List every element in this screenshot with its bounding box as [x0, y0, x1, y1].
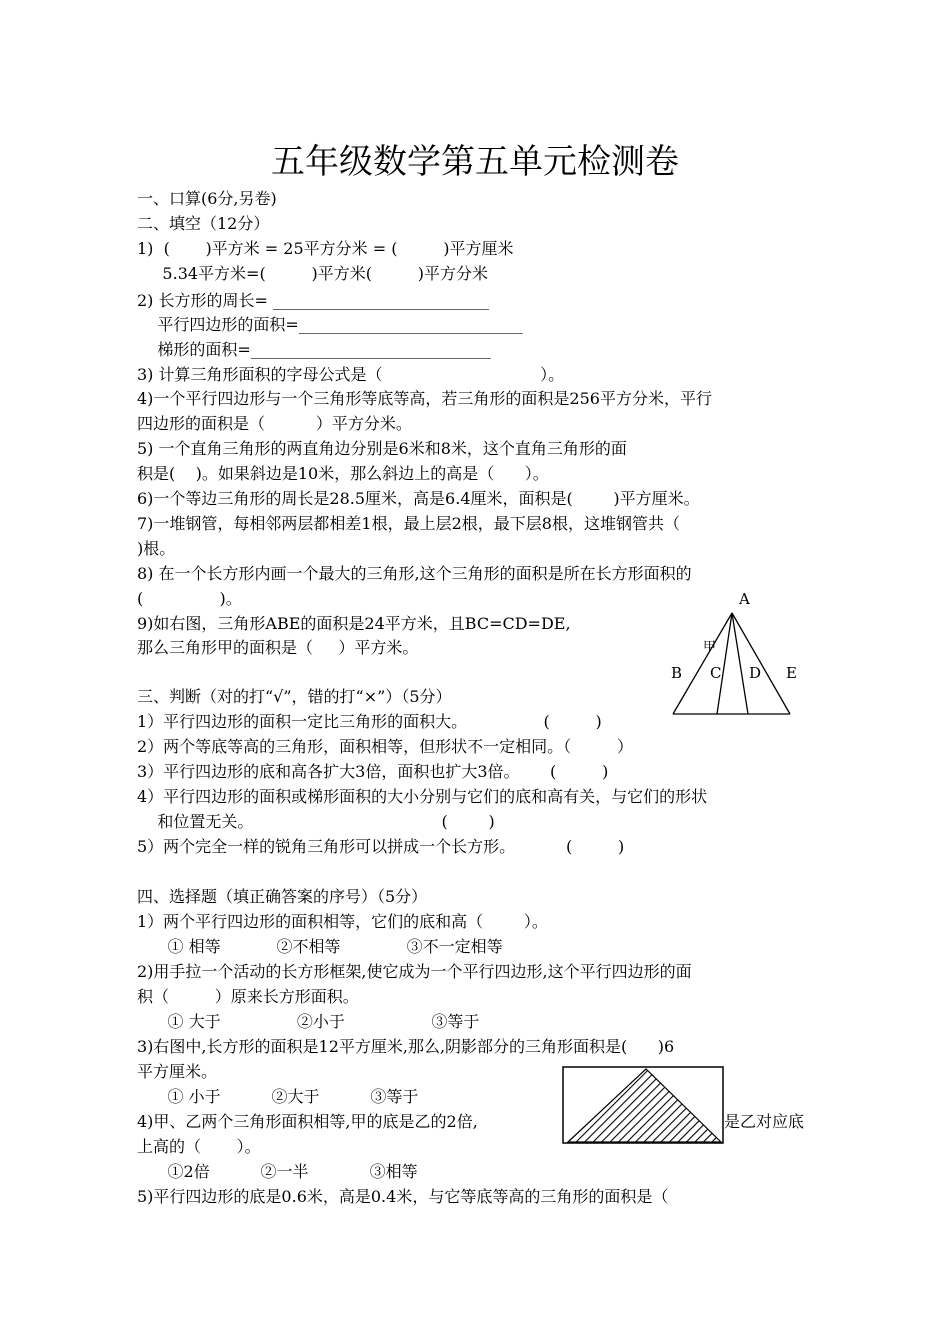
question-2-9b: 那么三角形甲的面积是（ ）平方米。	[137, 638, 419, 657]
page-title: 五年级数学第五单元检测卷	[271, 142, 679, 182]
question-4-5: 5)平行四边形的底是0.6米，高是0.4米，与它等底等高的三角形的面积是（	[137, 1187, 669, 1206]
question-3-3: 3）平行四边形的底和高各扩大3倍，面积也扩大3倍。 ( )	[137, 762, 609, 781]
question-4-3: 3)右图中,长方形的面积是12平方厘米,那么,阴影部分的三角形面积是( )6	[137, 1037, 675, 1056]
section-1-heading: 一、口算(6分,另卷)	[137, 189, 277, 208]
question-2-1b: 5.34平方米=( )平方米( )平方分米	[137, 264, 488, 283]
question-4-1-options: ① 相等 ②不相等 ③不一定相等	[137, 937, 503, 956]
question-4-4-options: ①2倍 ②一半 ③相等	[137, 1162, 418, 1181]
question-3-5: 5）两个完全一样的锐角三角形可以拼成一个长方形。 ( )	[137, 837, 625, 856]
section-4-heading: 四、选择题（填正确答案的序号）（5分）	[137, 887, 428, 906]
question-4-3-options: ① 小于 ②大于 ③等于	[137, 1087, 419, 1106]
question-4-3b: 平方厘米。	[137, 1062, 218, 1081]
question-3-4: 4）平行四边形的面积或梯形面积的大小分别与它们的底和高有关，与它们的形状	[137, 787, 708, 806]
question-4-4b: 上高的（ ）。	[137, 1137, 261, 1156]
question-2-4: 4)一个平行四边形与一个三角形等底等高，若三角形的面积是256平方分米，平行	[137, 389, 712, 408]
question-3-1: 1）平行四边形的面积一定比三角形的面积大。 ( )	[137, 712, 602, 731]
question-2-2b: 平行四边形的面积=____________________________	[137, 315, 523, 334]
question-2-2: 2) 长方形的周长= ___________________________	[137, 291, 490, 310]
label-a: A	[739, 590, 750, 608]
section-3-heading: 三、判断（对的打“√”，错的打“×”）（5分）	[137, 687, 452, 706]
label-d: D	[749, 664, 762, 682]
question-2-1: 1) ( )平方米 = 25平方分米 = ( )平方厘米	[137, 239, 514, 258]
label-c: C	[710, 664, 722, 682]
question-2-3: 3) 计算三角形面积的字母公式是（ ）。	[137, 365, 565, 384]
label-b: B	[671, 664, 683, 682]
question-2-8: 8) 在一个长方形内画一个最大的三角形,这个三角形的面积是所在长方形面积的	[137, 564, 692, 583]
triangle-abe-figure	[665, 585, 805, 720]
question-2-6: 6)一个等边三角形的周长是28.5厘米，高是6.4厘米，面积是( )平方厘米。	[137, 489, 700, 508]
question-2-2c: 梯形的面积=______________________________	[137, 340, 491, 359]
question-3-2: 2）两个等底等高的三角形，面积相等，但形状不一定相同。（ ）	[137, 737, 633, 756]
question-4-1: 1）两个平行四边形的面积相等，它们的底和高（ ）。	[137, 912, 548, 931]
question-4-2: 2)用手拉一个活动的长方形框架,使它成为一个平行四边形,这个平行四边形的面	[137, 962, 692, 981]
question-4-2-options: ① 大于 ②小于 ③等于	[137, 1012, 480, 1031]
question-4-4: 4)甲、乙两个三角形面积相等,甲的底是乙的2倍,	[137, 1112, 478, 1131]
question-2-7b: )根。	[137, 539, 176, 558]
question-2-7: 7)一堆钢管，每相邻两层都相差1根，最上层2根，最下层8根，这堆钢管共（	[137, 514, 680, 533]
rectangle-shaded-triangle-figure	[560, 1064, 726, 1146]
question-2-9: 9)如右图，三角形ABE的面积是24平方米，且BC=CD=DE,	[137, 614, 571, 633]
question-2-5: 5) 一个直角三角形的两直角边分别是6米和8米，这个直角三角形的面	[137, 439, 627, 458]
question-4-4-tail: 是乙对应底	[724, 1112, 805, 1131]
section-2-heading: 二、填空（12分）	[137, 214, 270, 233]
label-e: E	[786, 664, 797, 682]
question-4-2b: 积（ ）原来长方形面积。	[137, 987, 359, 1006]
question-2-4b: 四边形的面积是（ ）平方分米。	[137, 414, 412, 433]
question-3-4b: 和位置无关。 ( )	[137, 812, 495, 831]
label-jia: 甲	[703, 640, 717, 655]
question-2-5b: 积是( )。如果斜边是10米，那么斜边上的高是（ ）。	[137, 464, 549, 483]
question-2-8b: ( )。	[137, 589, 242, 608]
